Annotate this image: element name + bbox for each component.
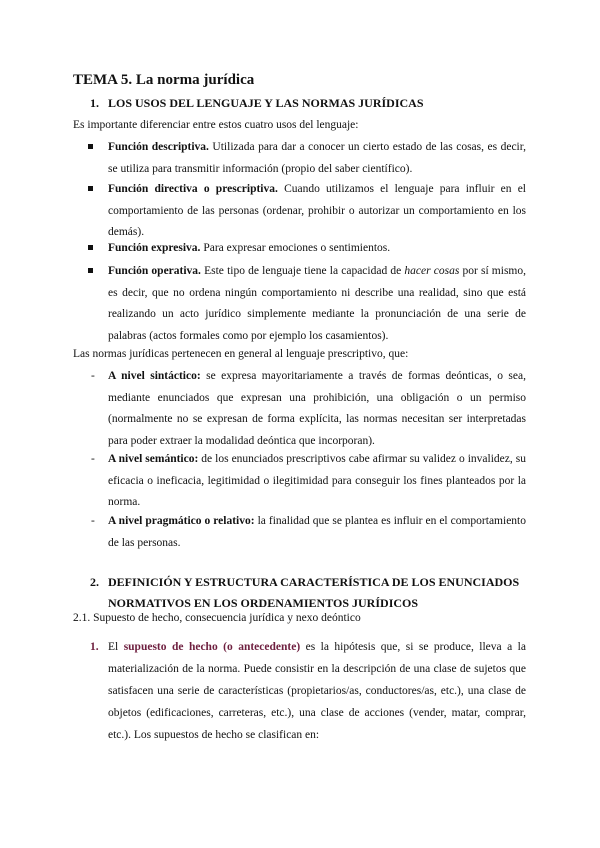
item-text: de los enunciados prescriptivos cabe afirmar su validez o invalidez, su eficacia o ineficacia, legitimidad o ilegitimidad para conseguir los fines planteados por la norma. bbox=[108, 453, 526, 508]
section-1-number: 1. bbox=[90, 96, 99, 110]
intro-paragraph: Es importante diferenciar entre estos cuatro usos del lenguaje: bbox=[73, 119, 359, 131]
item-term: A nivel sintáctico: bbox=[108, 370, 201, 382]
item-text: Este tipo de lenguaje tiene la capacidad de bbox=[200, 265, 405, 277]
dash-marker: - bbox=[91, 370, 95, 382]
item-text: Para expresar emociones o sentimientos. bbox=[200, 242, 391, 254]
item-text: Cuando utilizamos el lenguaje para influir en el comportamiento de las personas (ordenar, prohibir o autorizar un comportamiento en los demás). bbox=[108, 183, 526, 238]
item-term: A nivel pragmático o relativo: bbox=[108, 515, 255, 527]
page-title: TEMA 5. La norma jurídica bbox=[73, 72, 255, 88]
list-item bbox=[108, 261, 526, 347]
item-term: Función descriptiva. bbox=[108, 141, 209, 153]
item-text: por sí mismo, es decir, que no ordena ningún comportamiento ni describe una realidad, sino que está realizando un acto jurídico simplemente mediante la pronunciación de una serie de palabras (actos formales como por ejemplo los casamientos). bbox=[108, 265, 526, 342]
bullet-square-icon bbox=[88, 268, 93, 273]
item-text: la finalidad que se plantea es influir en el comportamiento de las personas. bbox=[108, 515, 526, 549]
dash-marker: - bbox=[91, 453, 95, 465]
item-text: Utilizada para dar a conocer un cierto estado de las cosas, es decir, se utiliza para transmitir información (propio del saber científico). bbox=[108, 141, 526, 175]
section-2-number: 2. bbox=[90, 575, 99, 589]
list-item bbox=[108, 179, 526, 244]
highlighted-term: supuesto de hecho (o antecedente) bbox=[123, 641, 301, 653]
item-term: Función directiva o prescriptiva. bbox=[108, 183, 278, 195]
item-term: A nivel semántico: bbox=[108, 453, 199, 465]
item-term: Función expresiva. bbox=[108, 242, 201, 254]
section-1-title: LOS USOS DEL LENGUAJE Y LAS NORMAS JURÍDICAS bbox=[108, 96, 424, 110]
item-text: es la hipótesis que, si se produce, lleva a la materialización de la norma. Puede consistir en la descripción de una clase de sujetos que satisfacen una serie de características (propietarios/as, conductores/as, etc.), una clase de objetos (edificaciones, carreteras, etc.), una clase de acciones (vender, matar, comprar, etc.). Los supuestos de hecho se clasifican en: bbox=[108, 641, 526, 741]
section-2-heading bbox=[90, 572, 530, 614]
dash-marker: - bbox=[91, 515, 95, 527]
item-italic: hacer cosas bbox=[404, 265, 460, 277]
list-item bbox=[91, 366, 526, 452]
item-term: Función operativa. bbox=[108, 265, 201, 277]
bullet-square-icon bbox=[88, 144, 93, 149]
bullet-square-icon bbox=[88, 186, 93, 191]
section-1-heading bbox=[90, 96, 424, 111]
list-item bbox=[108, 137, 526, 180]
numbered-item bbox=[90, 636, 526, 746]
section-2-title: DEFINICIÓN Y ESTRUCTURA CARACTERÍSTICA DE LOS ENUNCIADOS NORMATIVOS EN LOS ORDENAMIENTOS JURÍDICOS bbox=[108, 575, 520, 610]
list-item bbox=[91, 511, 526, 554]
subsection-2-1-heading: 2.1. Supuesto de hecho, consecuencia jurídica y nexo deóntico bbox=[73, 612, 361, 624]
normas-intro-paragraph: Las normas jurídicas pertenecen en general al lenguaje prescriptivo, que: bbox=[73, 348, 409, 360]
item-body bbox=[108, 636, 526, 746]
item-number: 1. bbox=[90, 641, 99, 653]
bullet-square-icon bbox=[88, 245, 93, 250]
item-text: se expresa mayoritariamente a través de formas deónticas, o sea, mediante enunciados que expresan una prohibición, una obligación o un permiso (normalmente no se expresan de forma explícita, las normas necesitan ser interpretadas para poder extraer la modalidad deóntica que incorporan). bbox=[108, 370, 526, 447]
list-item bbox=[108, 238, 526, 260]
list-item bbox=[91, 449, 526, 514]
item-text: El bbox=[108, 641, 124, 653]
